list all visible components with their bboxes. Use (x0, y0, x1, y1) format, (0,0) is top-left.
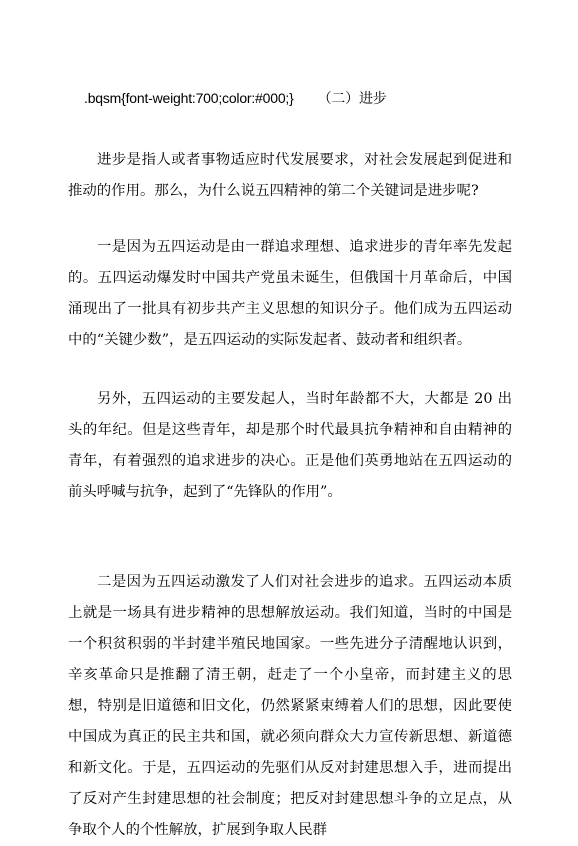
paragraph-reason-one: 一是因为五四运动是由一群追求理想、追求进步的青年率先发起的。五四运动爆发时中国共产党虽未诞生，但俄国十月革命后，中国涌现出了一批具有初步共产主义思想的知识分子。他们成为五四运动中的“关键少数”，是五四运动的实际发起者、鼓动者和组织者。 (68, 239, 512, 348)
section-heading (84, 88, 387, 109)
stray-css-text: .bqsm{font-weight:700;color:#000;} (84, 90, 294, 106)
paragraph-reason-two: 二是因为五四运动激发了人们对社会进步的追求。五四运动本质上就是一场具有进步精神的思想解放运动。我们知道，当时的中国是一个积贫积弱的半封建半殖民地国家。一些先进分子清醒地认识到，辛亥革命只是推翻了清王朝，赶走了一个小皇帝，而封建主义的思想，特别是旧道德和旧文化，仍然紧紧束缚着人们的思想，因此要使中国成为真正的民主共和国，就必须向群众大力宣传新思想、新道德和新文化。于是，五四运动的先驱们从反对封建思想入手，进而提出了反对产生封建思想的社会制度；把反对封建思想斗争的立足点，从争取个人的个性解放，扩展到争取人民群 (68, 574, 512, 838)
section-title: （二）进步 (317, 91, 387, 107)
paragraph-additional: 另外，五四运动的主要发起人，当时年龄都不大，大都是 20 出头的年纪。但是这些青年，却是那个时代最具抗争精神和自由精神的青年，有着强烈的追求进步的决心。正是他们英勇地站在五四运动的前头呼喊与抗争，起到了“先锋队的作用”。 (68, 391, 512, 500)
paragraph-intro: 进步是指人或者事物适应时代发展要求，对社会发展起到促进和推动的作用。那么，为什么说五四精神的第二个关键词是进步呢? (68, 152, 512, 199)
